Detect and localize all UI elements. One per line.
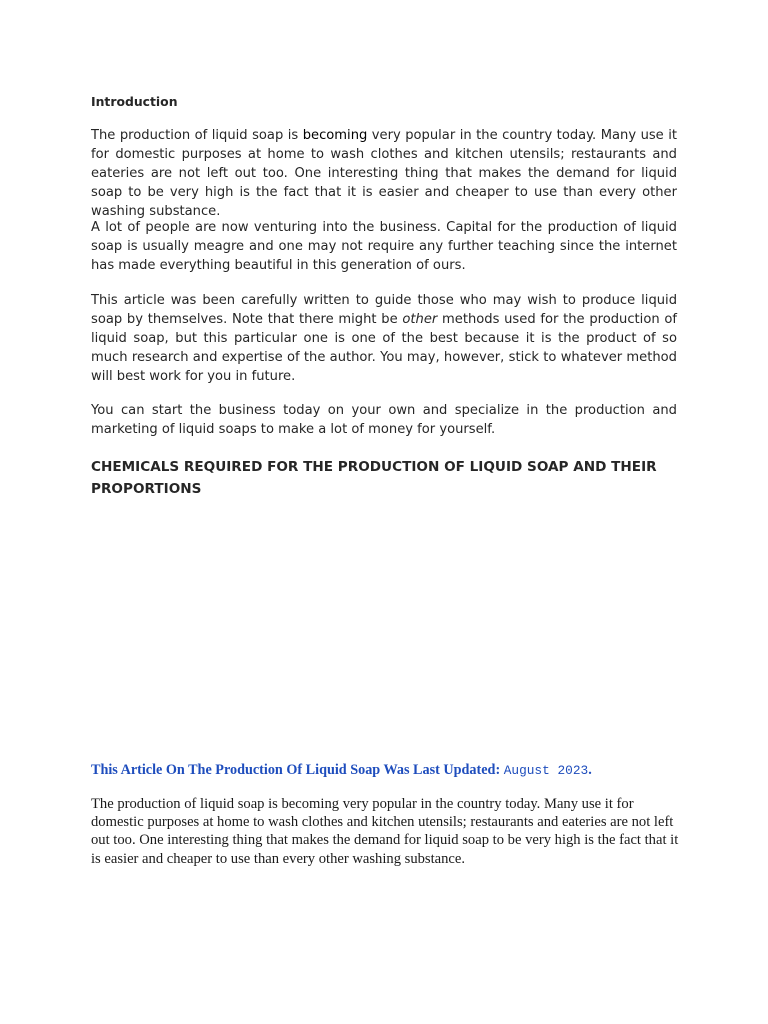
intro-paragraph-3: [91, 292, 677, 387]
intro-paragraph-1: [91, 127, 677, 222]
last-updated-line: [91, 762, 691, 779]
chemicals-heading: CHEMICALS REQUIRED FOR THE PRODUCTION OF LIQUID SOAP AND THEIR PROPORTIONS: [91, 459, 657, 497]
intro-heading: Introduction: [91, 94, 178, 109]
p3-text-end: methods used for the production of liquid soap, but this particular one is one of the best because it is the product of so much research and expertise of the author. You may, however, stick to whatever method will best work for you in future.: [91, 311, 677, 384]
p1-text-start: The production of liquid soap is: [91, 128, 303, 143]
intro-paragraph-2: A lot of people are now venturing into the business. Capital for the production of liquid soap is usually meagre and one may not require any further teaching since the internet has made everything beautiful in this generation of ours.: [91, 220, 677, 273]
intro-paragraph-4: You can start the business today on your own and specialize in the production and marketing of liquid soaps to make a lot of money for yourself.: [91, 403, 677, 437]
p1-text-end: very popular in the country today. Many use it for domestic purposes at home to wash clothes and kitchen utensils; restaurants and eateries are not left out too. One interesting thing that makes the demand for liquid soap to be very high is the fact that it is easier and cheaper to use than every other washing substance.: [91, 128, 678, 219]
last-updated-date: August 2023: [503, 763, 589, 778]
last-updated-period: .: [588, 762, 592, 778]
last-updated-label: This Article On The Production Of Liquid Soap Was Last Updated:: [91, 762, 504, 778]
serif-paragraph: The production of liquid soap is becoming very popular in the country today. Many use it for domestic purposes at home to wash clothes and kitchen utensils; restaurants and eateries are not left out too. One interesting thing that makes the demand for liquid soap to be very high is the fact that it is easier and cheaper to use than every other washing substance.: [91, 796, 679, 867]
p1-highlight-word: becoming: [302, 128, 368, 143]
p3-text-start: This article was been carefully written to guide those who may wish to produce liquid soap by themselves. Note that there might be: [91, 293, 677, 327]
p3-italic-word: other: [402, 311, 438, 327]
